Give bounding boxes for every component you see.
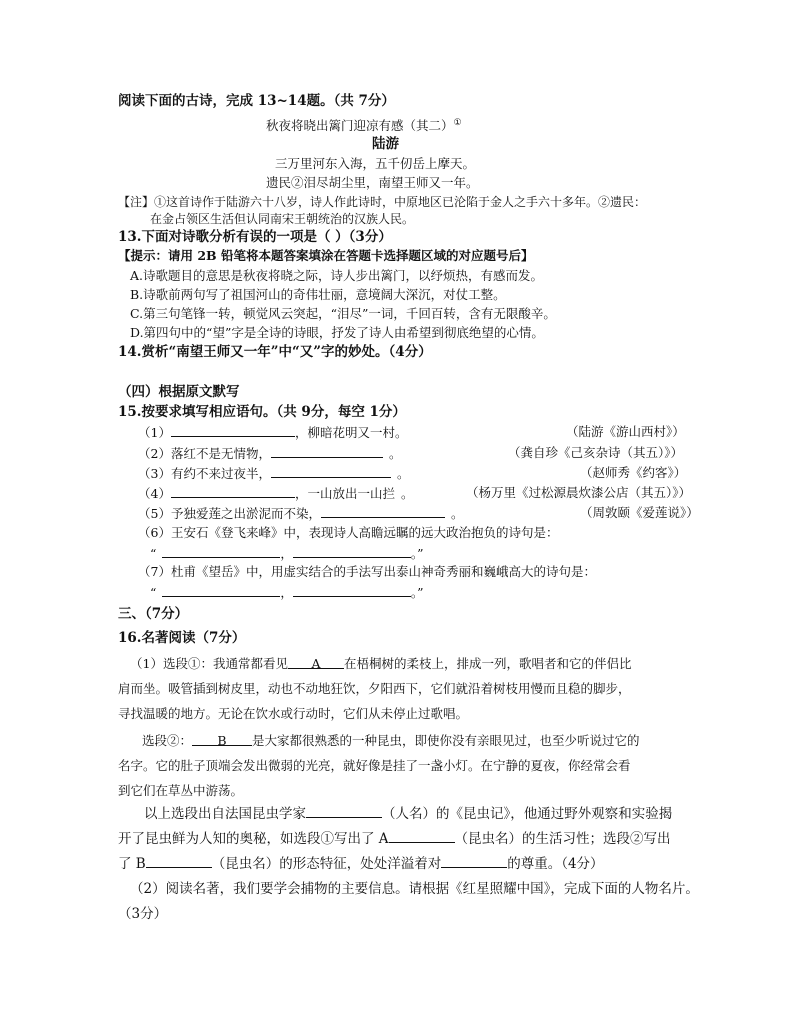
answer-blank[interactable] <box>293 545 411 558</box>
dictation-source-3: （赵师秀《约客》） <box>580 465 687 480</box>
poem-author: 陆游 <box>372 136 399 152</box>
dictation-source-5: （周敦颐《爱莲说》） <box>580 505 699 520</box>
excerpt2-line-1: 选段②： B 是大家都很熟悉的一种昆虫，即使你没有亲眼见过，也至少听说过它的 <box>142 733 640 748</box>
dictation-item-3: （3）有约不来过夜半， 。 <box>138 466 410 481</box>
summary-line-3: 了 B （昆虫名）的形态特征，处处洋溢着对 的尊重。（4分） <box>118 856 604 872</box>
poem-title: 秋夜将晓出篱门迎凉有感（其二）① <box>266 118 462 134</box>
dictation-item-7-answer: “ ， 。” <box>150 585 424 600</box>
dictation-item-7: （7）杜甫《望岳》中，用虚实结合的手法写出泰山神奇秀丽和巍峨高大的诗句是： <box>138 564 596 579</box>
answer-blank[interactable] <box>293 584 411 597</box>
answer-blank[interactable] <box>306 805 382 818</box>
q16-stem: 16.名著阅读（7分） <box>118 630 246 646</box>
dictation-item-2: （2）落红不是无情物， 。 <box>138 446 402 461</box>
dictation-item-6: （6）王安石《登飞来峰》中，表现诗人高瞻远瞩的远大政治抱负的诗句是： <box>138 525 559 540</box>
poem-note-line-1: 【注】①这首诗作于陆游六十八岁，诗人作此诗时，中原地区已沦陷于金人之手六十多年。②遗民： <box>118 195 647 209</box>
dictation-source-2: （龚自珍《己亥杂诗（其五）》） <box>508 445 684 460</box>
answer-blank[interactable] <box>162 545 280 558</box>
poem-line-2: 遗民②泪尽胡尘里，南望王师又一年。 <box>266 175 479 190</box>
q16-part2-line-1: （2）阅读名著，我们要学会捕物的主要信息。请根据《红星照耀中国》，完成下面的人物名片。 <box>130 881 699 897</box>
q14-stem: 14.赏析“南望王师又一年”中“又”字的妙处。（4分） <box>118 344 432 360</box>
excerpt-blank-a[interactable]: A <box>288 656 344 669</box>
q13-14-heading: 阅读下面的古诗，完成 13~14题。（共 7分） <box>118 93 395 109</box>
dictation-item-4: （4） ，一山放出一山拦 。 <box>138 486 414 501</box>
answer-blank[interactable] <box>271 445 383 458</box>
answer-blank[interactable] <box>441 855 507 868</box>
option-a: A.诗歌题目的意思是秋夜将晓之际，诗人步出篱门，以纾烦热，有感而发。 <box>130 268 544 283</box>
excerpt1-line-2: 肩而坐。吸管插到树皮里，动也不动地狂饮，夕阳西下，它们就沿着树枝用慢而且稳的脚步， <box>118 681 631 696</box>
q15-stem: 15.按要求填写相应语句。（共 9分，每空 1分） <box>118 404 406 420</box>
excerpt2-line-3: 到它们在草丛中游荡。 <box>118 783 244 798</box>
dictation-source-4: （杨万里《过松源晨炊漆公店（其五）》） <box>466 485 692 500</box>
option-d: D.第四句中的“望”字是全诗的诗眼，抒发了诗人由希望到彻底绝望的心情。 <box>130 325 544 340</box>
poem-note-line-2: 在金占领区生活但认同南宋王朝统治的汉族人民。 <box>150 212 415 226</box>
excerpt2-line-2: 名字。它的肚子顶端会发出微弱的光亮，就好像是挂了一盏小灯。在宁静的夏夜，你经常会看 <box>118 758 631 773</box>
poem-line-1: 三万里河东入海，五千仞岳上摩天。 <box>275 156 476 171</box>
dictation-source-1: （陆游《游山西村》） <box>566 424 685 439</box>
answer-blank[interactable] <box>321 505 445 518</box>
q13-stem: 13.下面对诗歌分析有误的一项是（ ）（3分） <box>118 229 392 245</box>
answer-blank[interactable] <box>171 485 295 498</box>
answer-blank[interactable] <box>146 855 212 868</box>
option-b: B.诗歌前两句写了祖国河山的奇伟壮丽，意境阔大深沉，对仗工整。 <box>130 287 506 302</box>
section3-heading: 三、（7分） <box>118 606 189 622</box>
poem-title-note: ① <box>453 118 462 128</box>
q13-hint: 【提示：请用 2B 铅笔将本题答案填涂在答题卡选择题区域的对应题号后】 <box>118 248 534 263</box>
answer-blank[interactable] <box>271 465 391 478</box>
summary-line-2: 开了昆虫鲜为人知的奥秘，如选段①写出了 A （昆虫名）的生活习性；选段②写出 <box>118 831 671 847</box>
q16-part2-line-2: （3分） <box>118 906 168 922</box>
excerpt1-line-1: （1）选段①：我通常都看见 A 在梧桐树的柔枝上，排成一列，歌唱者和它的伴侣比 <box>130 656 632 671</box>
answer-blank[interactable] <box>171 424 295 437</box>
excerpt1-line-3: 寻找温暖的地方。无论在饮水或行动时，它们从未停止过歌唱。 <box>118 706 469 721</box>
summary-line-1: 以上选段出自法国昆虫学家 （人名）的《昆虫记》，他通过野外观察和实验揭 <box>144 806 673 822</box>
dictation-item-6-answer: “ ， 。” <box>150 546 424 561</box>
excerpt-blank-b[interactable]: B <box>192 733 252 746</box>
dictation-item-5: （5）予独爱莲之出淤泥而不染， 。 <box>138 506 464 521</box>
dictation-item-1: （1） ，柳暗花明又一村。 <box>138 425 408 440</box>
answer-blank[interactable] <box>389 830 455 843</box>
option-c: C.第三句笔锋一转，顿觉风云突起，“泪尽”一词，千回百转，含有无限酸辛。 <box>130 306 556 321</box>
section4-heading: （四）根据原文默写 <box>118 384 240 400</box>
answer-blank[interactable] <box>162 584 280 597</box>
